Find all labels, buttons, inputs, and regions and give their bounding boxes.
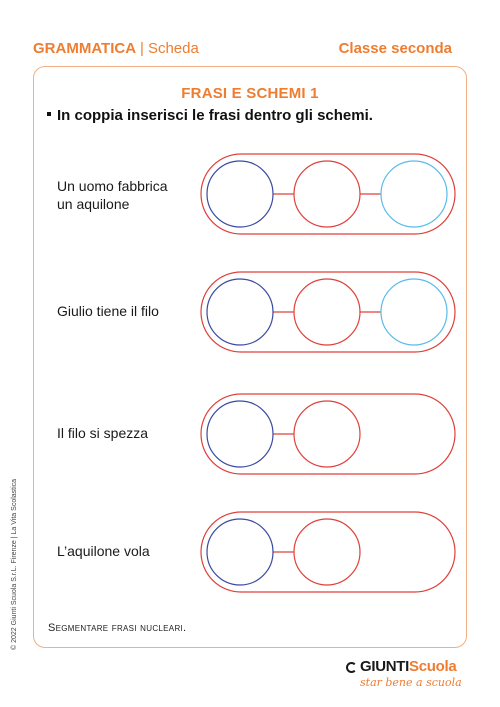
sentence-1-line-2: un aquilone bbox=[57, 196, 130, 212]
footer-note: Segmentare frasi nucleari. bbox=[48, 622, 187, 634]
logo-brand-2: Scuola bbox=[409, 658, 457, 675]
sentence-3-line-1: Il filo si spezza bbox=[57, 425, 149, 441]
worksheet-title: FRASI E SCHEMI 1 bbox=[181, 85, 319, 102]
scheme-4-circle-2[interactable] bbox=[294, 519, 360, 585]
sentence-4-line-1: L’aquilone vola bbox=[57, 543, 150, 559]
sentence-1-line-1: Un uomo fabbrica bbox=[57, 178, 168, 194]
header-separator: | bbox=[140, 40, 144, 57]
sheet-type-label: Scheda bbox=[147, 40, 199, 57]
giunti-logo-icon bbox=[346, 662, 357, 673]
class-level-label: Classe seconda bbox=[338, 40, 452, 57]
instruction-text: In coppia inserisci le frasi dentro gli schemi. bbox=[57, 107, 373, 124]
scheme-1-circle-3[interactable] bbox=[381, 161, 447, 227]
copyright-text: © 2022 Giunti Scuola S.r.L. Firenze | La Vita Scolastica bbox=[11, 478, 18, 650]
scheme-2-circle-2[interactable] bbox=[294, 279, 360, 345]
scheme-3-circle-1[interactable] bbox=[207, 401, 273, 467]
publisher-logo bbox=[346, 658, 462, 689]
scheme-3-circle-2[interactable] bbox=[294, 401, 360, 467]
scheme-1-circle-1[interactable] bbox=[207, 161, 273, 227]
logo-brand: GIUNTI bbox=[360, 658, 410, 675]
scheme-4-circle-1[interactable] bbox=[207, 519, 273, 585]
logo-tagline: star bene a scuola bbox=[360, 676, 462, 689]
scheme-1-circle-2[interactable] bbox=[294, 161, 360, 227]
subject-label: GRAMMATICA bbox=[33, 40, 137, 57]
scheme-2-circle-1[interactable] bbox=[207, 279, 273, 345]
scheme-2-circle-3[interactable] bbox=[381, 279, 447, 345]
sentence-2-line-1: Giulio tiene il filo bbox=[57, 303, 159, 319]
